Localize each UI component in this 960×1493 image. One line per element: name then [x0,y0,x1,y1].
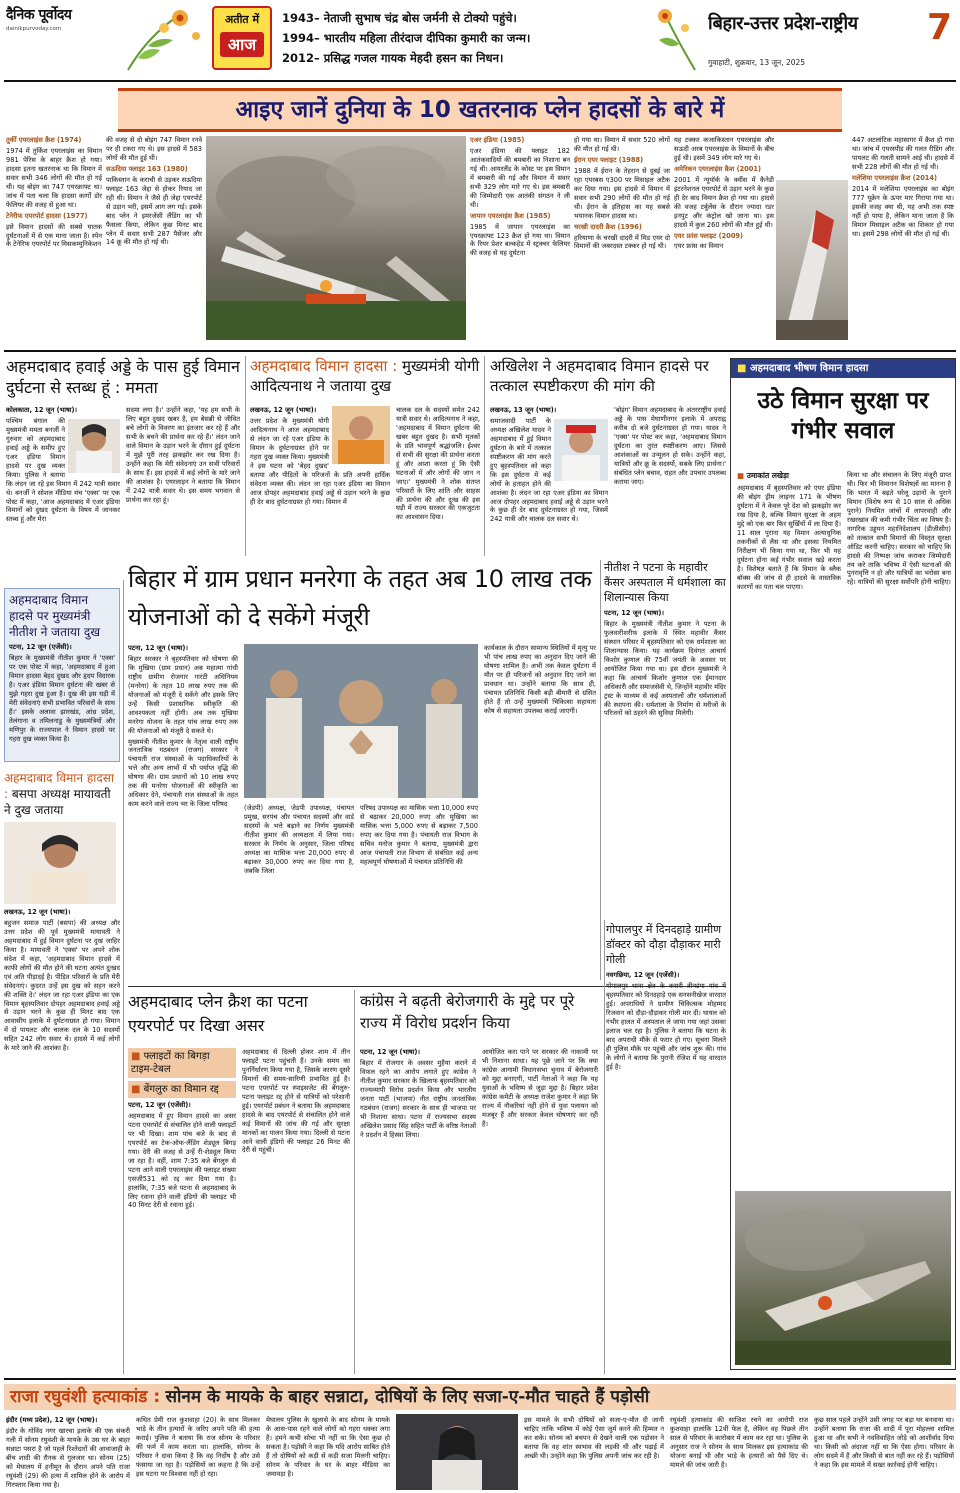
section-title: बिहार-उत्तर प्रदेश-राष्ट्रीय [708,13,858,34]
paragraph: समाजवादी पार्टी के अध्यक्ष अखिलेश यादव ने अहमदाबाद में हुई विमान दुर्घटना के बारे में तत्काल स्पष्टीकरण की मांग करते हुए बृहस्पतिवार को कहा कि इस दुर्घटना में कई लोगों के हताहत होने की आशंका है। लंदन जा रहा एअर इंडिया का विमान आज दोपहर अहमदाबाद हवाई अड्डे से उड़ान भरने के कुछ ही देर बाद दुर्घटनाग्रस्त हो गया, जिसमें 242 यात्री और चालक दल सवार थे। [490,416,608,524]
editorial-kicker-icon: ■ [737,363,750,374]
yogi-dateline: लखनऊ, 12 जून (भाषा)। [250,406,317,414]
paragraph: कथित प्रेमी राज कुशवाहा (20) के साथ मिलकर भाड़े के तीन हत्यारों के जरिए अपने पति की हत्या कराई। पुलिस ने बताया कि राज सोनम के परिवार की फर्म में काम करता था। हालांकि, सोनम के परिवार ने दावा किया है कि वह निर्दोष है और उसे फंसाया जा रहा है। पड़ोसियों का कहना है कि उन्हें इस घटना पर विश्वास नहीं हो रहा। [136,1416,260,1478]
top-story-col-5 [674,136,774,336]
nitish-kumar-photo [244,644,478,798]
paragraph: पाकिस्तान के कराची से उड़कर सऊदिया फ्लाइट 163 जेद्दा से होकर रियाद जा रही थी। विमान ने जैसे ही जेद्दा एयरपोर्ट से उड़ान भरी, इसमें आग लग गई। इसके बाद प्लेन ने इमरजेंसी लैंडिंग का भी फैसला किया, लेकिन कुछ मिनट बाद प्लेन में सवार सभी 287 पैसेंजर और 14 क्रू की मौत हो गई थी। [106,175,202,247]
subhead: जापान एयरलाइंस क्रैश (1985) [470,211,551,220]
nitish-condolence-box [4,588,120,762]
editorial-headline: उठे विमान सुरक्षा पर गंभीर सवाल [757,387,929,445]
paragraph: चालक दल के सदस्यों समेत 242 यात्री सवार थे। आदित्यनाथ ने कहा, 'अहमदाबाद में विमान दुर्घटना की खबर बहुत दुखद है। सभी मृतकों के प्रति भावपूर्ण श्रद्धांजलि। ईश्वर से सभी की सुरक्षा की प्रार्थना करता हूं और आशा करता हूं कि ऐसी घटनाओं में और लोगों की जान न जाए।' मुख्यमंत्री ने शोक संतप्त परिवारों के लिए शांति और साहस की प्रार्थना की और दुःख की इस घड़ी में राज्य सरकार की एकजुटता का आश्वासन दिया। [396,406,480,522]
paragraph: उत्तर प्रदेश के मुख्यमंत्री योगी आदित्यनाथ ने आज अहमदाबाद से लंदन जा रहे एअर इंडिया के विमान के दुर्घटनाग्रस्त होने पर गहरा दुख व्यक्त किया। मुख्यमंत्री ने इस घटना को 'बेहद दुखद' बताया और पीड़ितों के परिजनों के प्रति अपनी हार्दिक संवेदना व्यक्त की। लंदन जा रहा एअर इंडिया का विमान आज दोपहर अहमदाबाद हवाई अड्डे से उड़ान भरने के कुछ ही देर बाद दुर्घटनाग्रस्त हो गया। विमान में [250,416,390,506]
paragraph: रघुवंशी हत्याकांड की साजिश रचने का आरोपी राज कुशवाहा हालांकि 12वीं फेल है, लेकिन वह पिछले तीन साल से परिवार के कारोबार में काम कर रहा था। पुलिस के अनुसार राज ने सोनम के साथ मिलकर इस हत्याकांड की योजना बनाई थी और भाड़े के हत्यारों को पैसे दिए थे। मामले की जांच जारी है। [670,1416,808,1469]
flight-bullet-box [128,1048,236,1078]
flower-ornament-left-icon [118,6,208,74]
subhead: सऊदिया फ्लाइट 163 (1980) [106,164,188,173]
raja-col-6 [814,1416,954,1490]
page-number: 7 [926,7,952,48]
akhilesh-story [490,356,726,556]
dharmshala-dateline: पटना, 12 जून (भाषा)। [604,609,664,617]
paragraph: 1985 में जापान एयरलाइंस का एयरक्राफ्ट 123 क्रैश हो गया था। विमान के रियर प्रेशर बल्कहेड में स्ट्रक्चर फेलियर की वजह से यह दुर्घटना [470,222,570,258]
paragraph: एयर फ्रांस का विमान [674,242,724,251]
bullet-cancel: ■ बेंगलुरु का विमान रद्द [131,1083,233,1096]
plane-tail-photo [776,180,848,340]
paragraph: यह टक्कर कजाकिस्तान एयरलाइंस और सऊदी अरब एयरलाइंस के विमानों के बीच हुई थी। इसमें 349 लोग मारे गए थे। [674,136,774,162]
gopalpur-headline: गोपालपुर में दिनदहाड़े ग्रामीण डॉक्टर को दौड़ा दौड़ाकर मारी गोली [606,923,722,966]
akhilesh-photo [554,419,608,481]
raja-col-4 [524,1416,664,1490]
mayawati-dateline: लखनऊ, 12 जून (भाषा)। [4,908,71,916]
mamata-photo [68,419,120,473]
paragraph: पश्चिम बंगाल की मुख्यमंत्री ममता बनर्जी ने गुरुवार को अहमदाबाद हवाई अड्डे के समीप हुए एअर इंडिया विमान हादसे पर दुख व्यक्त किया। पुलिस ने बताया कि लंदन जा रहे इस विमान में 242 यात्री सवार थे। बनर्जी ने सोशल मीडिया मंच 'एक्स' पर एक पोस्ट में कहा, 'आज अहमदाबाद में एअर इंडिया विमानों को दुखद दुर्घटना के विषय में जानकर स्तब्ध हूं और मेरा [6,416,120,524]
raja-story-banner [4,1384,956,1410]
editorial-kicker: अहमदाबाद भीषण विमान हादसा [749,363,869,374]
paragraph: (जेडपी) अध्यक्ष, जेडपी उपाध्यक्ष, पंचायत प्रमुख, सरपंच और पंचायत सदस्यों और वार्ड सदस्यों के भत्ते बढ़ाने का निर्णय मुख्यमंत्री नीतीश कुमार की अध्यक्षता में लिया गया। सरकार के निर्णय के अनुसार, जिला परिषद अध्यक्ष का मासिक भत्ता 20,000 रुपए से बढ़ाकर 30,000 रुपए कर दिया गया है, जबकि जिला [244,804,354,875]
paragraph: बिहार में रोजगार के अवसर मुहैया कराने में विफल रहने का आरोप लगाते हुए कांग्रेस ने नीतीश कुमार सरकार के खिलाफ बृहस्पतिवार को राज्यव्यापी विरोध प्रदर्शन किया और भारतीय जनता पार्टी (भाजपा) नीत राष्ट्रीय जनतांत्रिक गठबंधन (राजग) सरकार के साथ ही भाजपा पर भी निशाना साधा। पटना में राज्यसभा सदस्य अखिलेश प्रसाद सिंह सहित पार्टी के वरिष्ठ नेताओं ने प्रदर्शन में हिस्सा लिया। [360,1058,476,1139]
congress-headline: कांग्रेस ने बढ़ती बेरोजगारी के मुद्दे पर पूरे राज्य में विरोध प्रदर्शन किया [360,992,575,1032]
gopalpur-story [606,922,726,1374]
congress-dateline: पटना, 12 जून (भाषा)। [360,1048,420,1056]
paragraph: बिहार सरकार ने बृहस्पतिवार को घोषणा की कि मुखिया (ग्राम प्रधान) अब महात्मा गांधी राष्ट्रीय ग्रामीण रोजगार गारंटी अधिनियम (मनरेगा) के तहत 10 लाख रुपए तक की योजनाओं को मंजूरी दे सकेंगे और इसके लिए उन्हें किसी प्रशासनिक स्वीकृति की आवश्यकता नहीं होगी। अब तक मुखिया मनरेगा योजना के तहत पांच लाख रुपए तक की योजनाओं को मंजूरी दे सकते थे। [128,654,238,735]
bihar-lead-story [128,560,596,984]
paragraph: गोपालपुर थाना क्षेत्र के करारी तीनटंगा गांव में बृहस्पतिवार को दिनदहाड़े एक सनसनीखेज वारदात हुई। अपराधियों ने ग्रामीण चिकित्सक मोहम्मद रिजवान को दौड़ा-दौड़ाकर गोली मार दी। घायल को गंभीर हालत में अस्पताल ले जाया गया जहां उसका इलाज चल रहा है। पुलिस ने बताया कि घटना के बाद अपराधी मौके से फरार हो गए। सूचना मिलते ही पुलिस मौके पर पहुंची और जांच शुरू की। गांव के लोगों ने बताया कि पुरानी रंजिश में यह वारदात हुई है। [606,981,726,1071]
paragraph: बहुजन समाज पार्टी (बसपा) की अध्यक्ष और उत्तर प्रदेश की पूर्व मुख्यमंत्री मायावती ने अहमदाबाद में हुई विमान दुर्घटना पर दुख जाहिर किया है। मायावती ने 'एक्स' पर अपने शोक संदेश में कहा, 'अहमदाबाद विमान हादसे में काफी लोगों की मौत होने की घटना अत्यंत दुःखद एवं अति पीड़ादई है। पीड़ित परिवारों के प्रति मेरी संवेदनाएं। कुदरत उन्हें इस दुख को सहन करने की शक्ति दे।' लंदन जा रहा एअर इंडिया का एक विमान बृहस्पतिवार दोपहर अहमदाबाद हवाई अड्डे से उड़ान भरने के कुछ ही मिनट बाद एक आवासीय इलाके में दुर्घटनाग्रस्त हो गया। विमान में दो पायलट और चालक दल के 10 सदस्यों सहित 242 लोग सवार थे। हादसे में कई लोगों के मारे जाने की आशंका है। [4,918,120,1053]
author-bullet-icon: ■ [737,471,747,480]
website-url[interactable]: dainikpurvoday.com [6,26,62,33]
patna-airport-dateline: पटना, 12 जून (एजेंसी)। [128,1101,191,1109]
paragraph: 1974 में तुर्किश एयरलाइंस का विमान 981 पेरिस के बाहर क्रैश हो गया। हादसा इतना खतरनाक था कि विमान में सवार सभी 346 लोगों की मौत हो गई थी। यह बोइंग का 747 एयरक्राफ्ट था। जांच में पता चला कि हादसा कार्गो डोर फेलियर की वजह से हुआ था। [6,146,102,209]
raja-col-2 [136,1416,260,1490]
bihar-lead-dateline: पटना, 12 जून (भाषा)। [128,644,188,652]
paper-name-text: दैनिक पूर्वोदय [6,7,72,23]
masthead [0,0,960,82]
dharmshala-headline: नीतीश ने पटना के महावीर कैंसर अस्पताल में धर्मशाला का शिलान्यास किया [604,561,726,604]
right-editorial [730,358,956,1370]
history-item: 1994– भारतीय महिला तीरंदाज दीपिका कुमारी का जन्म। [282,31,531,45]
paragraph: 447 अटलांटिक महासागर में क्रैश हो गया था। जांच में एयरस्पीड की गलत रीडिंग और पायलट की गलती सामने आई थी। हादसे में सभी 228 लोगों की मौत हो गई थी। [852,136,954,171]
section-title-block [708,6,954,76]
paragraph: कार्यकाल के दौरान सामान्य स्थितियों में मृत्यु पर भी पांच लाख रुपए का अनुदान दिए जाने की घोषणा शामिल है। अभी तक केवल दुर्घटना में मौत पर ही परिजनों को अनुदान दिए जाने का प्रावधान था। उन्होंने बताया कि साथ ही, पंचायत प्रतिनिधि किसी बड़ी बीमारी से ग्रसित होते हैं तो उन्हें मुख्यमंत्री चिकित्सा सहायता कोष से सहायता उपलब्ध कराई जाएगी। [484,644,596,715]
paragraph: 2014 में मलेशिया एयरलाइंस का बोइंग 777 यूक्रेन के ऊपर मार गिराया गया था। इसकी वजह क्या थी, यह अभी तक स्पष्ट नहीं हो पाया है, लेकिन माना जाता है कि विमान मिसाइल अटैक का शिकार हो गया था। इसमें 298 लोगों की मौत हो गई थी। [852,184,954,238]
paragraph: 2001 में न्यूयॉर्क के क्वींस में कैनेडी इंटरनेशनल एयरपोर्ट से उड़ान भरने के कुछ ही देर बाद विमान क्रैश हो गया था। हादसे की वजह टर्बुलेंस के दौरान ज्यादा रडर इनपुट और कंट्रोल खो जाना था। इस हादसे में कुल 260 लोगों की मौत हुई थी। [674,175,774,229]
mamata-dateline: कोलकाता, 12 जून (भाषा)। [6,406,77,414]
mayawati-headline-accent: अहमदाबाद विमान हादसा : [4,771,114,801]
yogi-photo [332,406,390,464]
raja-headline-rest: सोनम के मायके के बाहर सन्नाटा, दोषियों के लिए सजा-ए-मौत चाहते हैं पड़ोसी [165,1387,650,1407]
history-item: 1943– नेताजी सुभाष चंद्र बोस जर्मनी से टोक्यो पहुंचे। [282,11,517,25]
paragraph: बिहार के मुख्यमंत्री नीतीश कुमार ने पटना के फुलवारीशरीफ इलाके में स्थित महावीर कैंसर संस्थान परिसर में बृहस्पतिवार को एक धर्मशाला का शिलान्यास किया। यह कार्यक्रम दिवंगत आचार्य किशोर कुणाल की 75वीं जयंती के अवसर पर आयोजित किया गया था। इस दौरान मुख्यमंत्री ने कहा कि आचार्य किशोर कुणाल एक ईमानदार अधिकारी और समाजसेवी थे, जिन्होंने महावीर मंदिर ट्रस्ट के माध्यम से कई अस्पतालों और धर्मशालाओं की स्थापना की। धर्मशाला के निर्माण से मरीजों के परिजनों को ठहरने की सुविधा मिलेगी। [604,619,726,718]
paragraph: मुख्यमंत्री नीतीश कुमार के नेतृत्व वाली राष्ट्रीय जनतांत्रिक गठबंधन (राजग) सरकार ने पंचायती राज संस्थाओं के पदाधिकारियों के भत्ते और अन्य लाभों में भी पर्याप्त वृद्धि की घोषणा की। ग्राम प्रधानों को 10 लाख रुपए तक की मनरेगा योजनाओं की स्वीकृति का अधिकार देने, पंचायती राज संस्थाओं के तहत काम करने वाले राज्य भर के जिला परिषद [128,737,238,809]
top-story-col-2 [106,136,202,336]
subhead: ईरान एयर फ्लाइट (1988) [574,155,644,164]
sonam-photo [396,1414,518,1490]
subhead: अमेरिकन एयरलाइंस क्रैश (2001) [674,164,761,173]
paragraph: बिहार के मुख्यमंत्री नीतीश कुमार ने 'एक्स' पर एक पोस्ट में कहा, 'अहमदाबाद में हुआ विमान हादसा बेहद दुखद और हृदय विदारक है। एअर इंडिया विमान दुर्घटना की खबर से मुझे गहरा दुख हुआ है। दुख की इस घड़ी में मेरी संवेदनाएं सभी प्रभावित परिवारों के साथ हैं।' इसके अलावा झारखंड, आंध्र प्रदेश, तेलंगाना व तमिलनाडु के मुख्यमंत्रियों और मणिपुर के राज्यपाल ने विमान हादसे पर गहरा दुख व्यक्त किया है। [9,653,115,743]
yogi-headline-accent: अहमदाबाद विमान हादसा : [250,357,398,375]
gopalpur-dateline: नवगछिया, 12 जून (एजेंसी)। [606,971,680,979]
paragraph: सदमा लगा है।' उन्होंने कहा, 'यह हम सभी के लिए बहुत दुखद खबर है, हम बेसब्री से जीवित बचे लोगों के विवरण का इंतजार कर रहे हैं और सभी के बचने की प्रार्थना कर रहे हैं।' लंदन जाने वाले विमान के उड़ान भरने के दौरान हुई दुर्घटना में मुझे पूरी तरह झकझोर कर रख दिया है। उन्होंने कहा कि मेरी संवेदनाएं उन सभी परिवारों के साथ हैं। इस हादसे में कई लोगों के मारे जाने की आशंका है। एयरलाइन ने बताया कि विमान में 242 यात्री सवार थे। इस समय भगवान से प्रार्थना कर रहा हूं। [126,406,240,504]
subhead: एयर फ्रांस फ्लाइट (2009) [674,231,744,240]
paragraph: मेघालय पुलिस के खुलासे के बाद सोनम के मायके के आस-पास रहने वाले लोगों को गहरा धक्का लगा है। हमने कभी सोचा भी नहीं था कि ऐसा कुछ हो सकता है। पड़ोसी ने कहा कि यदि आरोप साबित होते हैं तो दोषियों को कड़ी से कड़ी सजा मिलनी चाहिए। सोनम के परिवार के घर के बाहर मीडिया का जमावड़ा है। [266,1416,390,1478]
subhead: एअर इंडिया (1985) [470,136,525,144]
paragraph: 'बोइंग' विमान अहमदाबाद के अंतरराष्ट्रीय हवाई अड्डे के पास मेघाणीनगर इलाके में अपराह्न करीब दो बजे दुर्घटनाग्रस्त हो गया। यादव ने 'एक्स' पर पोस्ट कर कहा, 'अहमदाबाद विमान दुर्घटना का तुरंत स्पष्टीकरण आए। जिससे आशंकाओं का उन्मूलन हो सके। उन्होंने कहा, यात्रियों और क्रू के सदस्यों, सबके लिए प्रार्थना।' संबंधित प्लेन बचाव, राहत और उपचार उपलब्ध कराया जाए। [614,406,726,486]
subhead: टेनेरीफ एयरपोर्ट हादसा (1977) [6,211,88,220]
paragraph: किया था और संचालन के लिए मंजूरी प्राप्त थी। फिर भी विमानन विशेषज्ञों का मानना है कि भारत में बढ़ते घरेलू उड़ानों के पुराने विमान (विशेष रूप से 10 साल से अधिक पुराने) नियमित जांचों में लापरवाही और रखरखाव की कमी गंभीर चिंता का विषय है। नागरिक उड्डयन महानिदेशालय (डीजीसीए) को तत्काल सभी विमानों की विस्तृत सुरक्षा ऑडिट करनी चाहिए। सरकार को चाहिए कि हादसे की निष्पक्ष जांच कराकर जिम्मेदारी तय करे ताकि भविष्य में ऐसी घटनाओं की पुनरावृत्ति न हो और यात्रियों का भरोसा बना रहे। यात्रियों की सुरक्षा सर्वोपरि होनी चाहिए। [847,471,951,587]
raja-headline-accent: राजा रघुवंशी हत्याकांड : [10,1387,161,1407]
paragraph: हरियाणा के चरखी दादरी में मिड एयर दो विमानों की जबरदस्त टक्कर हो गई थी। [574,233,670,251]
paragraph: इंदौर के गोविंद नगर खारचा इलाके की एक संकरी गली में सोनम रघुवंशी के मायके के उस घर के बाहर सन्नाटा पसरा है जो पहले रिश्तेदारों की आवाजाही के बीच शादी की रौनक से गुलजार था। सोनम (25) को मेघालय में हनीमून के दौरान अपने पति राजा रघुवंशी (29) की हत्या में शामिल होने के आरोप में गिरफ्तार किया गया है। [6,1426,130,1489]
akhilesh-dateline: लखनऊ, 13 जून (भाषा)। [490,406,557,414]
bullet-timetable: ■ फ्लाइटों का बिगड़ा टाइम-टेबल [131,1050,233,1076]
atit-label-bottom: आज [220,32,264,57]
subhead: तुर्की एयरलाइंस क्रैश (1974) [6,136,82,144]
paragraph: हो गया था। विमान में सवार 520 लोगों की मौत हो गई थी। [574,136,670,153]
subhead: मलेशिया एयरलाइंस क्रैश (2014) [852,173,937,182]
flower-ornament-right-icon [655,6,705,74]
paragraph: अहमदाबाद में हुए विमान हादसे का असर पटना एयरपोर्ट से संचालित होने वाली फ्लाइटों पर भी दिखा। शाम पांच बजे के बाद से एयरपोर्ट का टेक-ऑफ-लैंडिंग शेड्यूल बिगड़ गया। देरी की वजह से उन्हें री-शेड्यूल किया जा रहा है। वहीं, शाम 7:35 बजे बेंगलुरु से पटना आने वाली एयरलाइंस की फ्लाइट संख्या एसजी531 को रद्द कर दिया गया है। हालांकि, 7:35 बजे पटना से अहमदाबाद के लिए रवाना होने वाली इंडिगो की फ्लाइट भी 40 मिनट देरी से रवाना हुई। [128,1111,236,1210]
top-story-headline: आइए जानें दुनिया के 10 खतरनाक प्लेन हादसों के बारे में [235,97,725,123]
date-line: गुवाहाटी, शुक्रवार, 13 जून, 2025 [708,58,806,67]
paragraph: एअर इंडिया की फ्लाइट 182 आतंकवादियों की बमबारी का निशाना बन गई थी। आयरलैंड के कोस्ट पर इस विमान में बमबारी की गई और विमान में सवार सभी 329 लोग मारे गए थे। इस बमबारी की जिम्मेदारी एक आतंकी संगठन ने ली थी। [470,146,570,209]
atit-label-top: अतीत में [224,13,260,26]
nitish-condolence-headline: अहमदाबाद विमान हादसे पर मुख्यमंत्री नीतीश ने जताया दुख [9,593,101,639]
bihar-lead-headline: बिहार में ग्राम प्रधान मनरेगा के तहत अब 10 लाख तक योजनाओं को दे सकेंगे मंजूरी [128,565,592,631]
mamata-headline: अहमदाबाद हवाई अड्डे के पास हुई विमान दुर्घटना से स्तब्ध हूं : ममता [6,357,240,397]
akhilesh-headline: अखिलेश ने अहमदाबाद विमान हादसे पर तत्काल स्पष्टीकरण की मांग की [490,357,709,395]
top-story-col-6 [852,136,954,348]
top-story-banner [118,88,842,132]
editorial-kicker-bar [731,359,955,378]
subhead: चरखी दादरी क्रैश (1996) [574,222,642,231]
mamata-story [6,356,242,576]
congress-story [360,990,600,1374]
raja-dateline: इंदौर (मध्य प्रदेश), 12 जून (भाषा)। [6,1416,98,1424]
paragraph: इस मामले के सभी दोषियों को सजा-ए-मौत दी जानी चाहिए ताकि भविष्य में कोई ऐसा जुर्म करने की हिम्मत न कर सके। सोनम को बचपन से देखने वाली एक पड़ोसन ने बताया कि वह शांत स्वभाव की लड़की थी और पढ़ाई में अच्छी थी। उन्होंने कहा कि पुलिस अपनी जांच कर रही है। [524,1416,664,1460]
paragraph: अहमदाबाद से दिल्ली होकर शाम में तीन फ्लाइटें पटना पहुंचती हैं। उनके समय का पुनर्निर्धारण किया गया है, जिसके कारण दूसरे विमानों की समय-सारिणी प्रभावित हुई है। पटना एयरपोर्ट पर स्पाइसजेट की बेंगलुरु-पटना फ्लाइट रद्द होने से यात्रियों को परेशानी हुई। एयरपोर्ट प्रबंधन ने बताया कि अहमदाबाद हादसे के बाद एयरपोर्ट से संचालित होने वाले कई विमानों की जांच की गई और सुरक्षा मानकों का पालन किया गया। दिल्ली से पटना आने वाली इंडिगो की फ्लाइट 26 मिनट की देरी से पहुंची। [242,1048,350,1155]
plane-crash-photo [206,136,466,340]
author-name: उमाकांत लखेड़ा [746,471,790,480]
paragraph: कुछ साल पहले उन्होंने उसी जगह पर बड़ा घर बनवाया था। उन्होंने बताया कि राजा की शादी में पूरा मोहल्ला शामिल हुआ था और सभी ने नवविवाहित जोड़े को आशीर्वाद दिया था। किसी को अंदाजा नहीं था कि ऐसा होगा। परिवार के लोग सदमे में हैं और किसी से बात नहीं कर रहे हैं। पड़ोसियों ने कहा कि इस मामले में सख्त कार्रवाई होनी चाहिए। [814,1416,954,1469]
raja-col-3 [266,1416,390,1490]
patna-airport-story [128,990,350,1374]
yogi-story [250,356,480,556]
history-item: 2012– प्रसिद्ध गजल गायक मेहदी हसन का निधन। [282,51,504,65]
paragraph: की वजह से दो बोइंग 747 विमान रनवे पर ही टकरा गए थे। इस हादसे में 583 लोगों की मौत हुई थी। [106,136,202,162]
crash-debris-photo [735,1191,951,1365]
paragraph: 1988 में ईरान के तेहरान से दुबई जा रहा एयरबस ए300 पर मिसाइल अटैक कर दिया गया। इस हादसे में विमान में सवार सभी 290 लोगों की मौत हो गई थी। ईरान के इतिहास का यह सबसे भयानक विमान हादसा था। [574,166,670,220]
top-story-col-1 [6,136,102,336]
raja-col-1 [6,1416,130,1490]
raja-col-5 [670,1416,808,1490]
paragraph: आयोजित करा पाने पर सरकार की नाकामी पर भी निशाना साधा। यह पूछे जाने पर कि क्या कांग्रेस आगामी विधानसभा चुनाव में बेरोजगारी को मुद्दा बनाएगी, पार्टी नेताओं ने कहा कि यह युवाओं के भविष्य से जुड़ा मुद्दा है। बिहार प्रदेश कांग्रेस कमेटी के अध्यक्ष राजेश कुमार ने कहा कि राज्य में नौकरियां नहीं होने से युवा पलायन को मजबूर हैं और सरकार केवल घोषणाएं कर रही है। [482,1048,598,1128]
flight-bullet-box [128,1081,236,1098]
mayawati-headline-rest: बसपा अध्यक्ष मायावती ने दुख जताया [4,787,111,817]
mayawati-photo [4,822,116,904]
history-box [282,8,652,72]
dharmshala-story [604,560,726,916]
editorial-author [737,471,841,481]
yogi-headline-rest: मुख्यमंत्री योगी आदित्यनाथ ने जताया दुख [250,357,480,395]
paragraph: परिषद उपाध्यक्ष का मासिक भत्ता 10,000 रुपए से बढ़ाकर 20,000 रुपए और मुखिया का मासिक भत्ता 5,000 रुपए से बढ़ाकर 7,500 रुपए कर दिया गया है। पंचायती राज विभाग के सचिव मनोज कुमार ने बताया, मुख्यमंत्री द्वारा आज पंचायती राज विभाग से संबंधित कई अन्य महत्वपूर्ण घोषणाओं में पंचायत प्रतिनिधि की [360,804,478,866]
paragraph: इसे विमान हादसों की सबसे घातक दुर्घटनाओं में से एक माना जाता है। स्पेन के टेनेरिफ एयरपोर्ट पर मिसकम्युनिकेशन [6,222,102,249]
top-story-col-4 [574,136,670,336]
top-story-col-3 [470,136,570,336]
mayawati-story [4,770,120,1374]
atit-badge [212,6,272,70]
paragraph: अहमदाबाद में बृहस्पतिवार को एयर इंडिया की बोइंग ड्रीम लाइनर 171 के भीषण दुर्घटना में ने केवल पूरे देश को झकझोर कर रख दिया है, बल्कि विमान सुरक्षा के अहम मुद्दे को एक बार फिर सुर्खियों में ला दिया है। 11 साल पुराना यह विमान अत्याधुनिक तकनीकों से लैस था और इसका नियमित निरीक्षण भी किया गया था, फिर भी यह दुर्घटना होना कई गंभीर सवाल खड़े करता है। विशेषज्ञ बताते हैं कि विमान के ब्लैक बॉक्स की जांच से ही हादसे के वास्तविक कारणों का पता चल पाएगा। [737,484,841,591]
paper-name [6,6,114,40]
nitish-condolence-dateline: पटना, 12 जून (एजेंसी)। [9,643,72,651]
patna-airport-headline: अहमदाबाद प्लेन क्रैश का पटना एयरपोर्ट पर दिखा असर [128,992,308,1035]
